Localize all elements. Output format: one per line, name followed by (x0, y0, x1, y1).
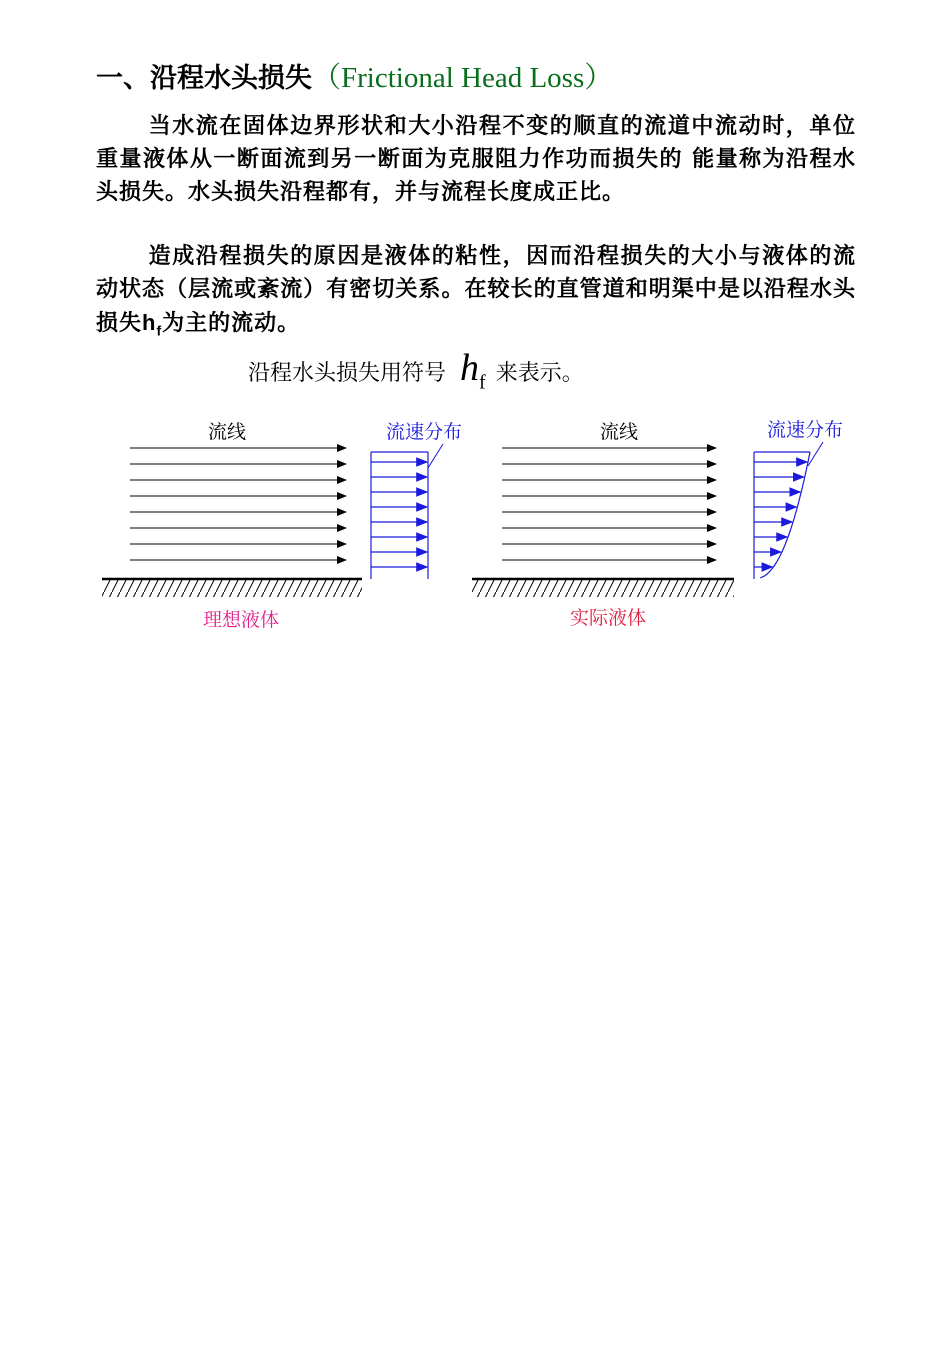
real-wall-hatch (472, 580, 734, 597)
real-velocity-label: 流速分布 (767, 419, 844, 441)
paragraph-cause (96, 240, 856, 347)
ideal-fluid-caption: 理想液体 (203, 609, 280, 631)
symbol-statement-after: 来表示。 (495, 361, 584, 386)
real-profile-curve (760, 452, 810, 578)
ideal-wall-hatch (102, 580, 362, 597)
paragraph-definition (96, 110, 856, 209)
ideal-velocity-leader (428, 444, 443, 468)
symbol-subscript: f (479, 371, 486, 394)
ideal-velocity-label: 流速分布 (386, 421, 463, 443)
real-velocity-profile (754, 452, 810, 579)
inline-symbol-h: h (142, 310, 157, 335)
ideal-fluid-diagram (102, 421, 462, 631)
ideal-streamlines (130, 448, 346, 560)
flow-diagram (0, 400, 952, 640)
paragraph-cause-suffix: 为主的流动。 (162, 311, 301, 336)
heading-prefix: 一、沿程水头损失 (96, 63, 312, 94)
heading-english: （Frictional Head Loss） (312, 62, 614, 94)
real-streamlines (502, 448, 716, 560)
inline-symbol-subscript: f (156, 322, 163, 339)
paragraph-cause-text: 造成沿程损失的原因是液体的粘性，因而沿程损失的大小与液体的流动状态（层流或紊流）有密切关系。在较长的直管道和明渠中是以沿程水头损失 (96, 244, 856, 336)
symbol-statement (248, 348, 584, 403)
ideal-streamline-label: 流线 (208, 421, 247, 443)
section-heading (96, 58, 613, 99)
real-streamline-label: 流线 (600, 421, 639, 443)
real-fluid-caption: 实际液体 (570, 607, 647, 629)
symbol-h: h (460, 347, 480, 389)
paragraph-definition-text: 当水流在固体边界形状和大小沿程不变的顺直的流道中流动时，单位重量液体从一断面流到另一断面为克服阻力作功而损失的 能量称为沿程水头损失。水头损失沿程都有，并与流程长度成正比。 (96, 114, 856, 205)
symbol-hf (460, 347, 486, 394)
symbol-statement-before: 沿程水头损失用符号 (248, 361, 447, 386)
real-velocity-leader (808, 442, 823, 466)
real-fluid-diagram (472, 419, 843, 629)
ideal-velocity-profile (371, 452, 428, 579)
